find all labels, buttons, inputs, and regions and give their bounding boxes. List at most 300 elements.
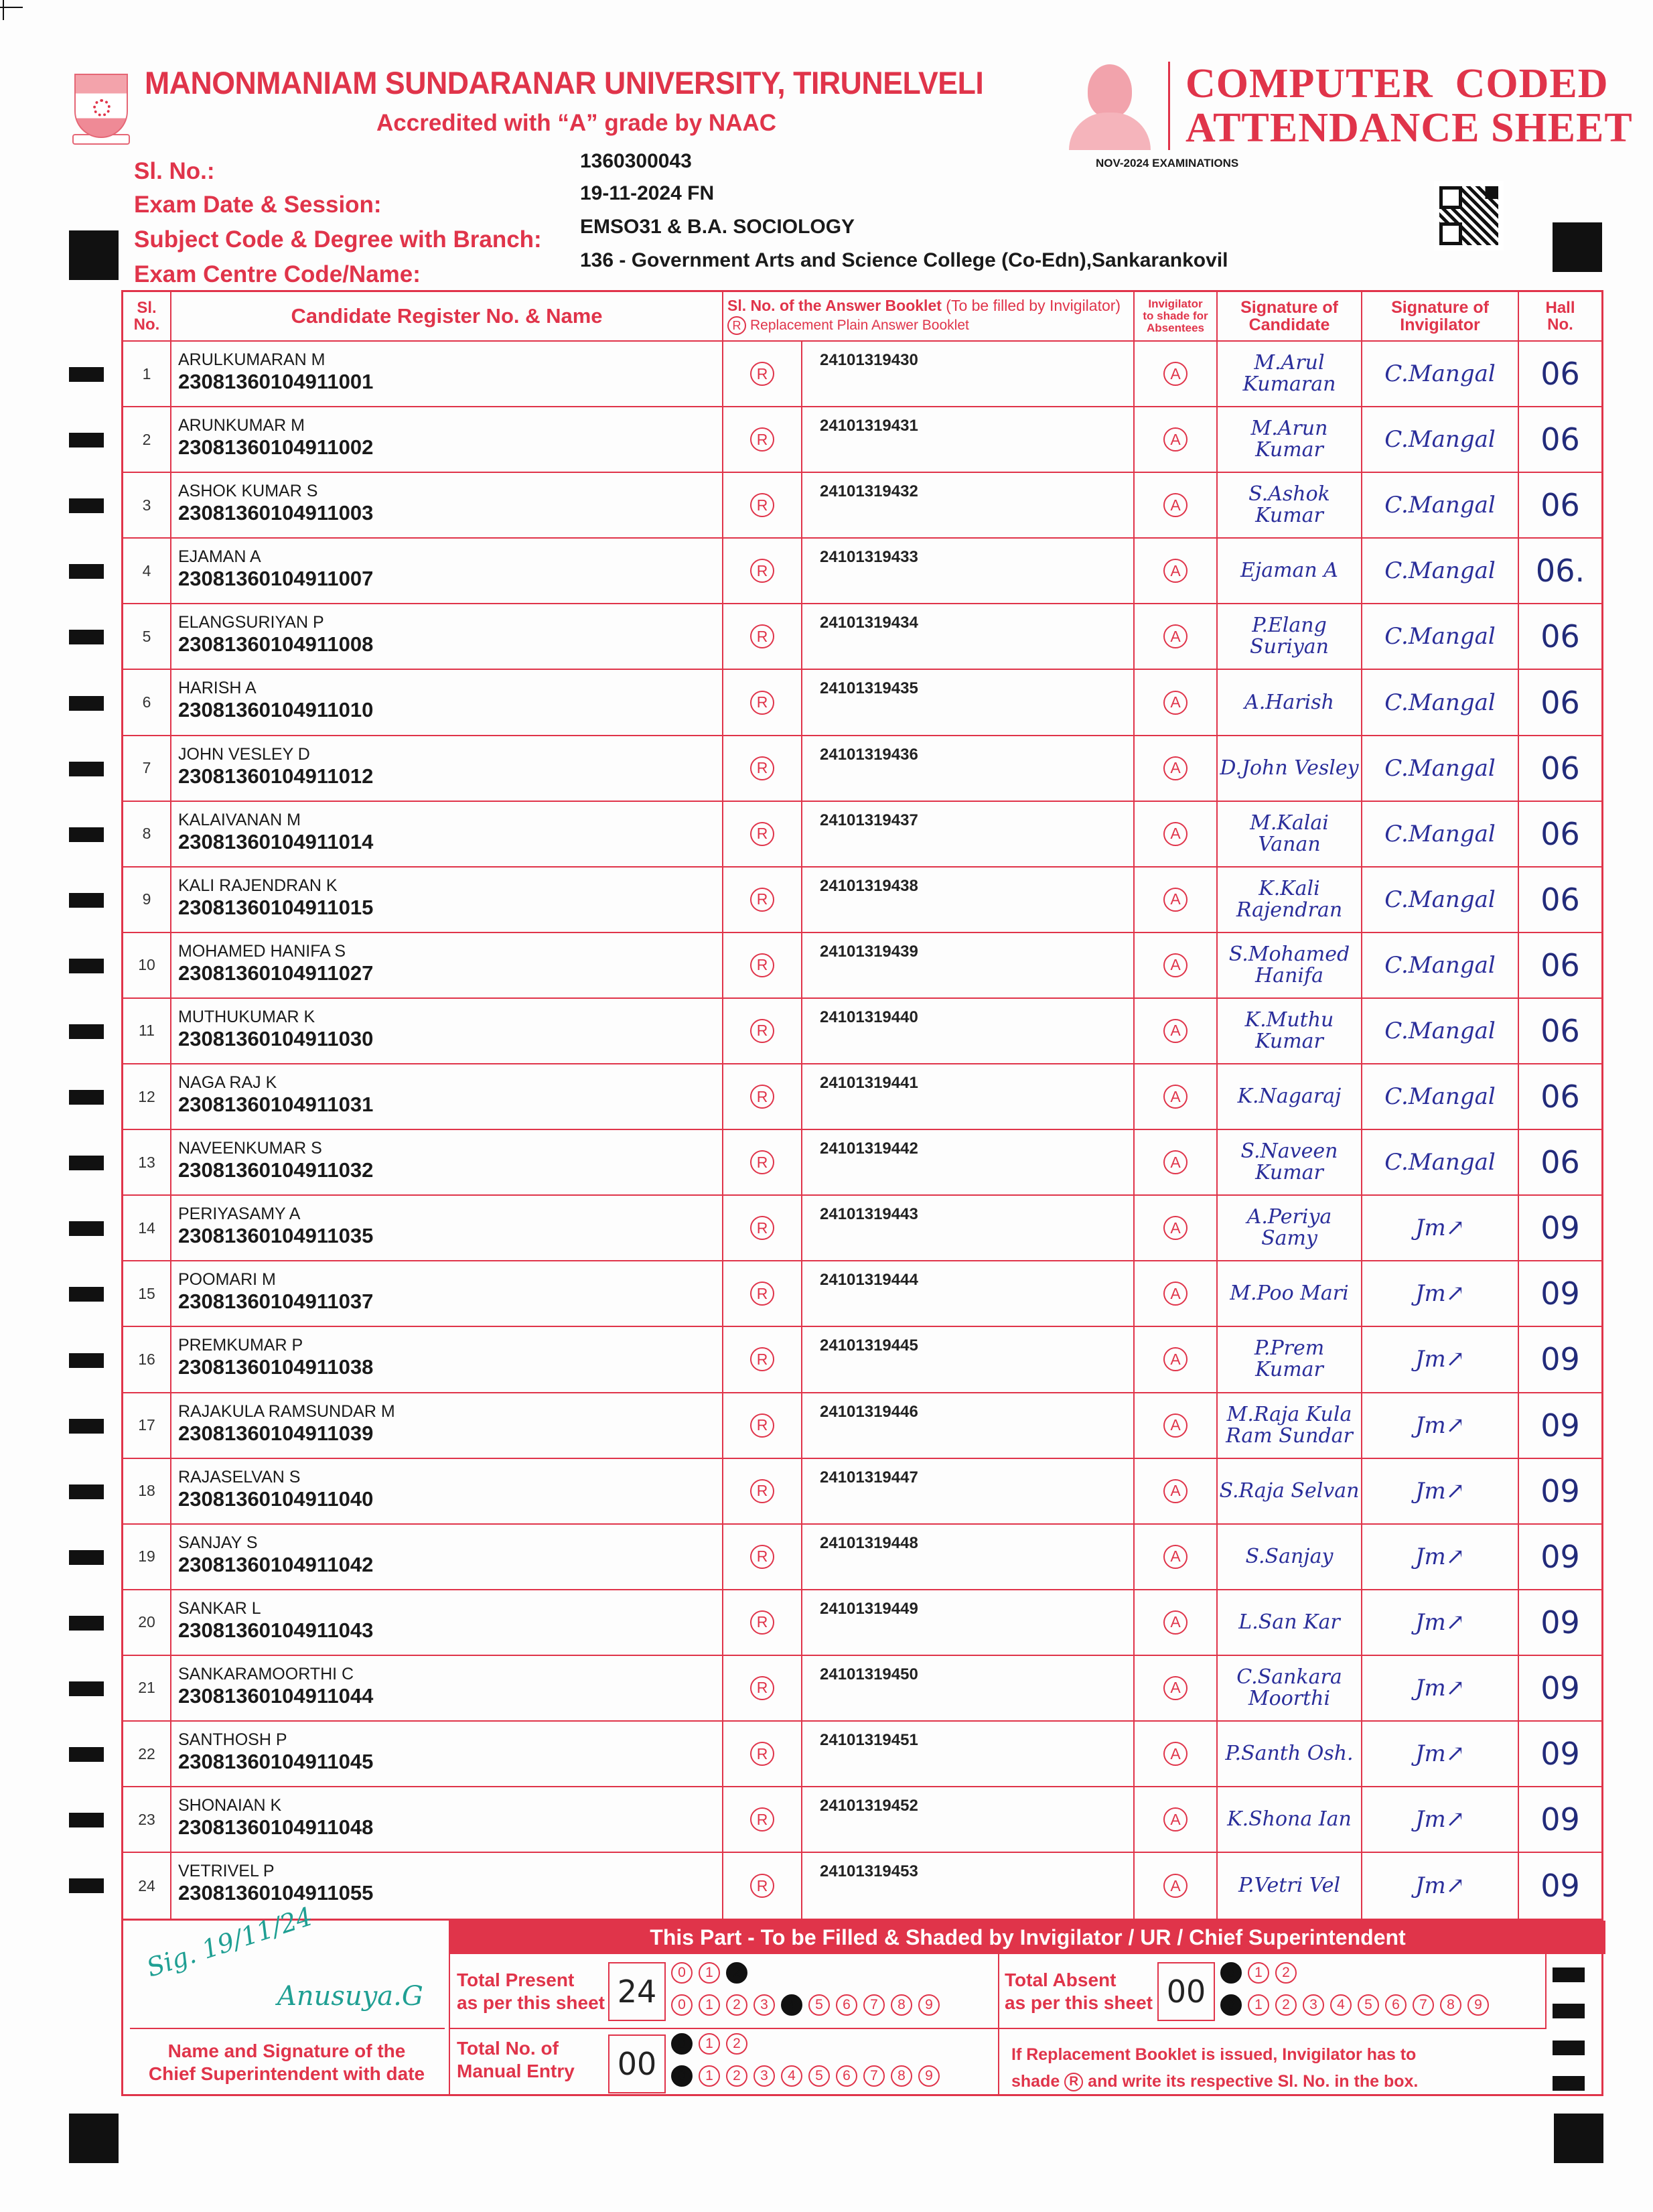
sheet-title-line2: ATTENDANCE SHEET bbox=[1185, 105, 1633, 151]
answer-booklet-number: 24101319430 bbox=[802, 342, 1135, 406]
candidate-name: ARULKUMARAN M bbox=[178, 350, 326, 369]
answer-booklet-number: 24101319450 bbox=[802, 1656, 1135, 1720]
table-row bbox=[123, 604, 1601, 670]
candidate-name: POOMARI M bbox=[178, 1270, 276, 1290]
answer-booklet-number: 24101319452 bbox=[802, 1787, 1135, 1852]
omr-bubble-2[interactable]: 2 bbox=[726, 2065, 747, 2087]
absent-cell bbox=[1135, 1261, 1218, 1326]
table-row bbox=[123, 342, 1601, 407]
register-number: 23081360104911039 bbox=[178, 1421, 374, 1445]
replacement-cell bbox=[723, 604, 802, 669]
omr-bubble-4[interactable]: 4 bbox=[1330, 1994, 1352, 2016]
candidate-name: SANTHOSH P bbox=[178, 1730, 287, 1749]
absent-bubble[interactable]: A bbox=[1163, 1874, 1188, 1898]
row-sl-no: 10 bbox=[123, 933, 171, 997]
absent-bubble[interactable]: A bbox=[1163, 691, 1188, 715]
candidate-cell bbox=[171, 473, 723, 537]
absent-bubble[interactable]: A bbox=[1163, 756, 1188, 780]
absent-cell bbox=[1135, 1787, 1218, 1852]
invigilator-signature: C.Mangal bbox=[1362, 933, 1519, 997]
table-row bbox=[123, 1656, 1601, 1722]
table-row bbox=[123, 1525, 1601, 1590]
absent-bubble[interactable]: A bbox=[1163, 1807, 1188, 1831]
hall-number: 06 bbox=[1540, 356, 1580, 393]
hall-number: 06 bbox=[1540, 1144, 1580, 1181]
omr-bubble-2[interactable]: 2 bbox=[1275, 1994, 1297, 2016]
omr-bubble-9[interactable]: 9 bbox=[918, 2065, 940, 2087]
answer-booklet-number: 24101319444 bbox=[802, 1261, 1135, 1326]
table-row bbox=[123, 1787, 1601, 1853]
omr-bubble-2[interactable]: 2 bbox=[726, 1994, 747, 2016]
timing-mark bbox=[69, 1353, 104, 1368]
absent-bubble[interactable]: A bbox=[1163, 1282, 1188, 1306]
omr-bubble-0[interactable]: 0 bbox=[1220, 1962, 1242, 1984]
register-number: 23081360104911014 bbox=[178, 829, 374, 853]
omr-bubble-1[interactable]: 1 bbox=[1248, 1962, 1269, 1984]
absent-cell bbox=[1135, 342, 1218, 406]
omr-bubble-1[interactable]: 1 bbox=[699, 2065, 720, 2087]
omr-bubble-0[interactable]: 0 bbox=[671, 2033, 693, 2055]
absent-cell bbox=[1135, 933, 1218, 997]
candidate-name: RAJASELVAN S bbox=[178, 1467, 301, 1487]
answer-booklet-number: 24101319442 bbox=[802, 1130, 1135, 1194]
candidate-cell bbox=[171, 1590, 723, 1655]
absent-cell bbox=[1135, 670, 1218, 734]
omr-bubble-9[interactable]: 9 bbox=[1467, 1994, 1489, 2016]
timing-mark bbox=[69, 1878, 104, 1893]
shield-emblem-icon bbox=[74, 74, 128, 138]
absent-bubble[interactable]: A bbox=[1163, 1610, 1188, 1635]
row-sl-no: 12 bbox=[123, 1064, 171, 1129]
timing-mark bbox=[69, 1813, 104, 1827]
omr-bubble-1[interactable]: 1 bbox=[699, 2033, 720, 2055]
attendance-table bbox=[121, 290, 1603, 1921]
hall-number: 06 bbox=[1540, 815, 1580, 852]
founder-portrait-icon bbox=[1066, 59, 1153, 150]
timing-mark bbox=[69, 433, 104, 447]
candidate-cell bbox=[171, 802, 723, 866]
invigilator-section bbox=[121, 1901, 1603, 2096]
replacement-cell bbox=[723, 933, 802, 997]
candidate-signature: M.Arul Kumaran bbox=[1218, 342, 1362, 406]
omr-bubble-9[interactable]: 9 bbox=[918, 1994, 940, 2016]
absent-cell bbox=[1135, 1590, 1218, 1655]
candidate-signature: K.Shona Ian bbox=[1218, 1787, 1362, 1852]
candidate-name: ELANGSURIYAN P bbox=[178, 613, 324, 632]
chief-superintendent-label: Name and Signature of the Chief Superintendent with date bbox=[148, 2041, 425, 2084]
register-number: 23081360104911007 bbox=[178, 567, 374, 591]
replacement-bubble[interactable]: R bbox=[750, 1413, 774, 1438]
register-number: 23081360104911003 bbox=[178, 501, 374, 525]
replacement-bubble[interactable]: R bbox=[750, 1216, 774, 1240]
exam-date-value: 19-11-2024 FN bbox=[580, 182, 715, 204]
row-sl-no: 7 bbox=[123, 736, 171, 801]
register-number: 23081360104911043 bbox=[178, 1618, 374, 1642]
omr-bubble-3[interactable]: 3 bbox=[753, 1994, 775, 2016]
absent-bubble[interactable]: A bbox=[1163, 1085, 1188, 1109]
absent-bubble[interactable]: A bbox=[1163, 427, 1188, 452]
absent-bubble[interactable]: A bbox=[1163, 1347, 1188, 1371]
invigilator-signature: C.Mangal bbox=[1362, 1064, 1519, 1129]
replacement-bubble[interactable]: R bbox=[750, 624, 774, 648]
hall-number: 06. bbox=[1535, 553, 1585, 590]
manual-entry-box[interactable]: 00 bbox=[608, 2034, 666, 2093]
candidate-signature: L.San Kar bbox=[1218, 1590, 1362, 1655]
absent-bubble[interactable]: A bbox=[1163, 1676, 1188, 1700]
candidate-signature: P.Elang Suriyan bbox=[1218, 604, 1362, 669]
replacement-bubble[interactable]: R bbox=[750, 888, 774, 912]
omr-bubble-5[interactable]: 5 bbox=[808, 2065, 830, 2087]
register-number: 23081360104911055 bbox=[178, 1881, 374, 1905]
replacement-cell bbox=[723, 539, 802, 603]
timing-mark bbox=[69, 630, 104, 644]
candidate-cell bbox=[171, 868, 723, 932]
absent-bubble[interactable]: A bbox=[1163, 1413, 1188, 1438]
omr-bubble-1[interactable]: 1 bbox=[699, 1994, 720, 2016]
replacement-bubble[interactable]: R bbox=[750, 1610, 774, 1635]
replacement-bubble[interactable]: R bbox=[750, 822, 774, 846]
row-sl-no: 4 bbox=[123, 539, 171, 603]
manual-tens-bubbles bbox=[671, 2033, 747, 2055]
candidate-signature: S.Naveen Kumar bbox=[1218, 1130, 1362, 1194]
register-number: 23081360104911037 bbox=[178, 1290, 374, 1314]
total-absent-box[interactable]: 00 bbox=[1157, 1962, 1215, 2021]
timing-mark bbox=[69, 367, 104, 382]
replacement-bubble[interactable]: R bbox=[750, 691, 774, 715]
timing-mark bbox=[69, 498, 104, 513]
candidate-cell bbox=[171, 1327, 723, 1391]
table-row bbox=[123, 1590, 1601, 1656]
hall-number: 06 bbox=[1540, 421, 1580, 458]
absent-bubble[interactable]: A bbox=[1163, 1545, 1188, 1569]
candidate-signature: Ejaman A bbox=[1218, 539, 1362, 603]
omr-bubble-3[interactable]: 3 bbox=[1303, 1994, 1324, 2016]
timing-mark bbox=[69, 1484, 104, 1499]
row-sl-no: 16 bbox=[123, 1327, 171, 1391]
omr-bubble-0[interactable]: 0 bbox=[671, 1962, 693, 1984]
sl-no-value: 1360300043 bbox=[580, 150, 692, 172]
manual-entry-block bbox=[450, 2029, 999, 2096]
candidate-cell bbox=[171, 736, 723, 801]
replacement-cell bbox=[723, 868, 802, 932]
hall-number: 06 bbox=[1540, 1079, 1580, 1115]
invigilator-signature: C.Mangal bbox=[1362, 1130, 1519, 1194]
absent-bubble[interactable]: A bbox=[1163, 953, 1188, 977]
register-number: 23081360104911015 bbox=[178, 895, 374, 919]
centre-label: Exam Centre Code/Name: bbox=[134, 261, 421, 287]
replacement-cell bbox=[723, 407, 802, 472]
answer-booklet-number: 24101319446 bbox=[802, 1393, 1135, 1458]
candidate-signature: P.Vetri Vel bbox=[1218, 1853, 1362, 1919]
absent-tens-bubbles bbox=[1220, 1962, 1297, 1984]
replacement-cell bbox=[723, 999, 802, 1063]
omr-bubble-0[interactable]: 0 bbox=[1220, 1994, 1242, 2016]
replacement-bubble[interactable]: R bbox=[750, 953, 774, 977]
invigilator-signature: C.Mangal bbox=[1362, 473, 1519, 537]
absent-bubble[interactable]: A bbox=[1163, 1150, 1188, 1174]
row-sl-no: 8 bbox=[123, 802, 171, 866]
hall-number: 09 bbox=[1540, 1472, 1580, 1509]
register-number: 23081360104911032 bbox=[178, 1158, 374, 1182]
replacement-bubble[interactable]: R bbox=[750, 362, 774, 386]
subject-label: Subject Code & Degree with Branch: bbox=[134, 226, 542, 253]
omr-bubble-7[interactable]: 7 bbox=[863, 2065, 885, 2087]
total-present-label: Total Present as per this sheet bbox=[457, 1969, 605, 2013]
candidate-name: ARUNKUMAR M bbox=[178, 416, 305, 435]
candidate-cell bbox=[171, 1459, 723, 1523]
answer-booklet-number: 24101319436 bbox=[802, 736, 1135, 801]
candidate-signature: K.Muthu Kumar bbox=[1218, 999, 1362, 1063]
col-answer-booklet: Sl. No. of the Answer Booklet (To be filled by Invigilator) R Replacement Plain Answer Booklet bbox=[723, 292, 1135, 340]
register-number: 23081360104911008 bbox=[178, 632, 374, 656]
invigilator-signature: Jm↗ bbox=[1362, 1787, 1519, 1852]
omr-bubble-7[interactable]: 7 bbox=[1413, 1994, 1434, 2016]
hall-number: 06 bbox=[1540, 684, 1580, 721]
hall-number: 09 bbox=[1540, 1736, 1580, 1773]
absent-bubble[interactable]: A bbox=[1163, 1216, 1188, 1240]
replacement-bubble[interactable]: R bbox=[750, 1479, 774, 1503]
candidate-name: HARISH A bbox=[178, 679, 257, 698]
absent-units-bubbles bbox=[1220, 1994, 1489, 2016]
row-sl-no: 24 bbox=[123, 1853, 171, 1919]
timing-mark bbox=[69, 1024, 104, 1039]
omr-bubble-4[interactable]: 4 bbox=[781, 1994, 802, 2016]
replacement-cell bbox=[723, 1525, 802, 1589]
replacement-cell bbox=[723, 1130, 802, 1194]
answer-booklet-number: 24101319439 bbox=[802, 933, 1135, 997]
candidate-name: ASHOK KUMAR S bbox=[178, 482, 318, 501]
absent-cell bbox=[1135, 999, 1218, 1063]
col-absentees: Invigilator to shade for Absentees bbox=[1135, 292, 1218, 340]
omr-bubble-6[interactable]: 6 bbox=[836, 1994, 857, 2016]
table-row bbox=[123, 1261, 1601, 1327]
answer-booklet-number: 24101319451 bbox=[802, 1722, 1135, 1786]
absent-bubble[interactable]: A bbox=[1163, 1019, 1188, 1043]
register-number: 23081360104911045 bbox=[178, 1749, 374, 1773]
candidate-name: KALAIVANAN M bbox=[178, 810, 301, 829]
table-row bbox=[123, 1853, 1601, 1919]
replacement-bubble[interactable]: R bbox=[750, 493, 774, 517]
invigilator-signature: Jm↗ bbox=[1362, 1525, 1519, 1589]
invigilator-signature: C.Mangal bbox=[1362, 736, 1519, 801]
sl-no-label: Sl. No.: bbox=[134, 158, 215, 184]
total-absent-block bbox=[998, 1954, 1547, 2029]
omr-bubble-0[interactable]: 0 bbox=[671, 2065, 693, 2087]
register-number: 23081360104911044 bbox=[178, 1683, 374, 1708]
candidate-signature: D.John Vesley bbox=[1218, 736, 1362, 801]
col-sig-candidate: Signature of Candidate bbox=[1218, 292, 1362, 340]
replacement-cell bbox=[723, 1787, 802, 1852]
col-hall-no: Hall No. bbox=[1545, 298, 1575, 334]
absent-bubble[interactable]: A bbox=[1163, 1479, 1188, 1503]
replacement-bubble[interactable]: R bbox=[750, 1347, 774, 1371]
absent-cell bbox=[1135, 1393, 1218, 1458]
candidate-signature: S.Sanjay bbox=[1218, 1525, 1362, 1589]
candidate-signature: S.Mohamed Hanifa bbox=[1218, 933, 1362, 997]
row-sl-no: 1 bbox=[123, 342, 171, 406]
omr-bubble-4[interactable]: 4 bbox=[781, 2065, 802, 2087]
sheet-title-line1: COMPUTER CODED bbox=[1185, 61, 1609, 107]
total-present-box[interactable]: 24 bbox=[608, 1962, 666, 2021]
replacement-bubble[interactable]: R bbox=[750, 1282, 774, 1306]
candidate-name: NAGA RAJ K bbox=[178, 1073, 277, 1093]
timing-mark bbox=[69, 230, 119, 280]
timing-mark bbox=[69, 827, 104, 842]
answer-booklet-number: 24101319434 bbox=[802, 604, 1135, 669]
absent-cell bbox=[1135, 604, 1218, 669]
hall-number: 09 bbox=[1540, 1801, 1580, 1838]
replacement-bubble[interactable]: R bbox=[750, 1150, 774, 1174]
replacement-bubble[interactable]: R bbox=[750, 756, 774, 780]
register-number: 23081360104911048 bbox=[178, 1815, 374, 1840]
table-row bbox=[123, 670, 1601, 736]
invigilator-signature: C.Mangal bbox=[1362, 604, 1519, 669]
candidate-name: SANJAY S bbox=[178, 1533, 258, 1552]
candidate-signature: M.Poo Mari bbox=[1218, 1261, 1362, 1326]
replacement-bubble[interactable]: R bbox=[750, 427, 774, 452]
omr-bubble-6[interactable]: 6 bbox=[836, 2065, 857, 2087]
candidate-cell bbox=[171, 1787, 723, 1852]
replacement-cell bbox=[723, 473, 802, 537]
register-number: 23081360104911001 bbox=[178, 370, 374, 393]
header-divider bbox=[1168, 62, 1170, 150]
centre-value: 136 - Government Arts and Science College (Co-Edn),Sankarankovil bbox=[580, 249, 1228, 271]
omr-bubble-3[interactable]: 3 bbox=[753, 2065, 775, 2087]
absent-bubble[interactable]: A bbox=[1163, 493, 1188, 517]
exam-session-label: NOV-2024 EXAMINATIONS bbox=[1096, 157, 1239, 169]
timing-mark bbox=[1554, 2114, 1603, 2163]
absent-bubble[interactable]: A bbox=[1163, 362, 1188, 386]
absent-cell bbox=[1135, 473, 1218, 537]
omr-bubble-2[interactable]: 2 bbox=[726, 1962, 747, 1984]
timing-mark bbox=[69, 762, 104, 776]
hall-number: 09 bbox=[1540, 1604, 1580, 1641]
omr-bubble-5[interactable]: 5 bbox=[1358, 1994, 1379, 2016]
absent-bubble[interactable]: A bbox=[1163, 1742, 1188, 1766]
timing-mark bbox=[69, 1747, 104, 1762]
row-sl-no: 15 bbox=[123, 1261, 171, 1326]
subject-value: EMSO31 & B.A. SOCIOLOGY bbox=[580, 216, 855, 238]
omr-bubble-8[interactable]: 8 bbox=[891, 1994, 912, 2016]
hall-number: 06 bbox=[1540, 1012, 1580, 1049]
candidate-signature: S.Ashok Kumar bbox=[1218, 473, 1362, 537]
register-number: 23081360104911042 bbox=[178, 1552, 374, 1576]
timing-mark bbox=[69, 1221, 104, 1236]
timing-mark bbox=[69, 959, 104, 973]
replacement-cell bbox=[723, 802, 802, 866]
university-logo bbox=[72, 74, 130, 149]
candidate-cell bbox=[171, 1196, 723, 1260]
absent-bubble[interactable]: A bbox=[1163, 624, 1188, 648]
candidate-signature: S.Raja Selvan bbox=[1218, 1459, 1362, 1523]
replacement-cell bbox=[723, 1853, 802, 1919]
candidate-name: MOHAMED HANIFA S bbox=[178, 941, 346, 961]
answer-booklet-number: 24101319435 bbox=[802, 670, 1135, 734]
answer-booklet-number: 24101319447 bbox=[802, 1459, 1135, 1523]
invigilator-signature: Jm↗ bbox=[1362, 1459, 1519, 1523]
omr-bubble-1[interactable]: 1 bbox=[699, 1962, 720, 1984]
candidate-cell bbox=[171, 1525, 723, 1589]
invigilator-signature: C.Mangal bbox=[1362, 539, 1519, 603]
table-row bbox=[123, 1722, 1601, 1787]
candidate-cell bbox=[171, 1261, 723, 1326]
register-number: 23081360104911027 bbox=[178, 961, 374, 985]
col-sig-invigilator: Signature of Invigilator bbox=[1362, 292, 1519, 340]
candidate-name: NAVEENKUMAR S bbox=[178, 1139, 322, 1158]
omr-bubble-0[interactable]: 0 bbox=[671, 1994, 693, 2016]
invigilator-signature: Jm↗ bbox=[1362, 1656, 1519, 1720]
absent-cell bbox=[1135, 1130, 1218, 1194]
omr-bubble-1[interactable]: 1 bbox=[1248, 1994, 1269, 2016]
omr-bubble-7[interactable]: 7 bbox=[863, 1994, 885, 2016]
answer-booklet-number: 24101319440 bbox=[802, 999, 1135, 1063]
absent-bubble[interactable]: A bbox=[1163, 559, 1188, 583]
omr-bubble-5[interactable]: 5 bbox=[808, 1994, 830, 2016]
row-sl-no: 13 bbox=[123, 1130, 171, 1194]
hall-number: 09 bbox=[1540, 1868, 1580, 1905]
candidate-name: JOHN VESLEY D bbox=[178, 744, 310, 764]
accreditation-text: Accredited with “A” grade by NAAC bbox=[376, 110, 777, 136]
omr-bubble-6[interactable]: 6 bbox=[1385, 1994, 1407, 2016]
replacement-bubble[interactable]: R bbox=[750, 1676, 774, 1700]
answer-booklet-number: 24101319431 bbox=[802, 407, 1135, 472]
answer-booklet-number: 24101319449 bbox=[802, 1590, 1135, 1655]
replacement-bubble[interactable]: R bbox=[750, 1545, 774, 1569]
replacement-bubble[interactable]: R bbox=[750, 559, 774, 583]
candidate-name: VETRIVEL P bbox=[178, 1862, 275, 1881]
absent-bubble[interactable]: A bbox=[1163, 888, 1188, 912]
replacement-bubble[interactable]: R bbox=[750, 1807, 774, 1831]
candidate-name: EJAMAN A bbox=[178, 547, 261, 567]
timing-mark bbox=[69, 1616, 104, 1631]
candidate-name: KALI RAJENDRAN K bbox=[178, 876, 338, 895]
replacement-cell bbox=[723, 342, 802, 406]
university-name: MANONMANIAM SUNDARANAR UNIVERSITY, TIRUNELVELI bbox=[145, 65, 984, 100]
replacement-cell bbox=[723, 1064, 802, 1129]
table-header bbox=[123, 292, 1601, 342]
replacement-cell bbox=[723, 1196, 802, 1260]
register-number: 23081360104911038 bbox=[178, 1355, 374, 1379]
row-sl-no: 6 bbox=[123, 670, 171, 734]
table-row bbox=[123, 802, 1601, 868]
replacement-bubble[interactable]: R bbox=[750, 1742, 774, 1766]
invigilator-signature: Jm↗ bbox=[1362, 1393, 1519, 1458]
replacement-bubble[interactable]: R bbox=[750, 1085, 774, 1109]
invigilator-signature: C.Mangal bbox=[1362, 670, 1519, 734]
timing-mark bbox=[69, 1419, 104, 1434]
candidate-signature: K.Kali Rajendran bbox=[1218, 868, 1362, 932]
replacement-cell bbox=[723, 736, 802, 801]
omr-bubble-8[interactable]: 8 bbox=[1440, 1994, 1461, 2016]
total-absent-label: Total Absent as per this sheet bbox=[1005, 1969, 1153, 2013]
omr-bubble-8[interactable]: 8 bbox=[891, 2065, 912, 2087]
absent-bubble[interactable]: A bbox=[1163, 822, 1188, 846]
row-sl-no: 3 bbox=[123, 473, 171, 537]
replacement-bubble[interactable]: R bbox=[750, 1874, 774, 1898]
omr-bubble-2[interactable]: 2 bbox=[726, 2033, 747, 2055]
replacement-cell bbox=[723, 1393, 802, 1458]
omr-bubble-2[interactable]: 2 bbox=[1275, 1962, 1297, 1984]
row-sl-no: 20 bbox=[123, 1590, 171, 1655]
hall-number: 06 bbox=[1540, 881, 1580, 918]
qr-code-icon bbox=[1435, 182, 1502, 249]
invigilator-signature: C.Mangal bbox=[1362, 868, 1519, 932]
replacement-cell bbox=[723, 670, 802, 734]
replacement-bubble[interactable]: R bbox=[750, 1019, 774, 1043]
absent-cell bbox=[1135, 1064, 1218, 1129]
manual-entry-label: Total No. of Manual Entry bbox=[457, 2038, 575, 2081]
row-sl-no: 14 bbox=[123, 1196, 171, 1260]
